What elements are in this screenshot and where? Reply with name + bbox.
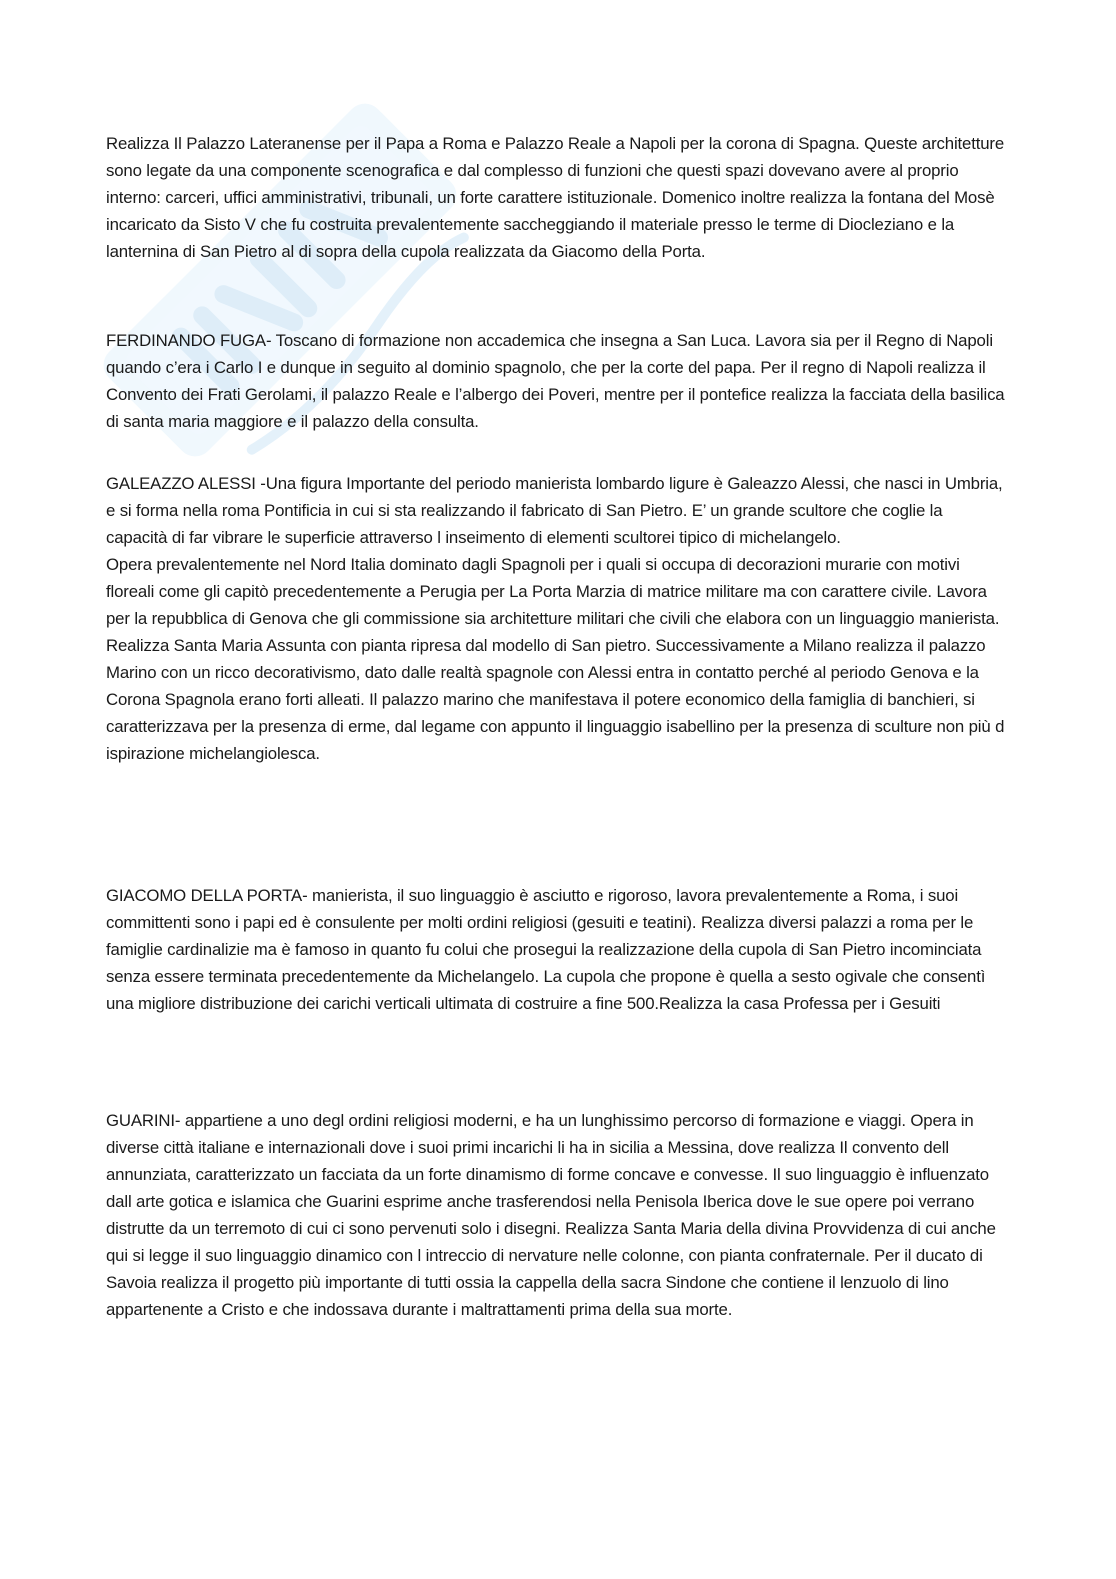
paragraph-guarini — [106, 1107, 1006, 1323]
paragraph-heading: FERDINANDO FUGA- — [106, 331, 272, 350]
paragraph-alessi-opere — [106, 551, 1006, 767]
document-body — [106, 130, 1006, 1323]
paragraph-text: manierista, il suo linguaggio è asciutto e rigoroso, lavora prevalentemente a Roma, i suoi committenti sono i papi ed è consulente per molti ordini religiosi (gesuiti e teatini). Realizza diversi palazzi a roma per le famiglie cardinalizie ma è famoso in quanto fu colui che prosegui la realizzazione della cupola di San Pietro incominciata senza essere terminata precedentemente da Michelangelo. La cupola che propone è quella a sesto ogivale che consentì una migliore distribuzione dei carichi verticali ultimata di costruire a fine 500.Realizza la casa Professa per i Gesuiti — [106, 886, 986, 1013]
paragraph-heading: GALEAZZO ALESSI - — [106, 474, 266, 493]
paragraph-text: appartiene a uno degl ordini religiosi moderni, e ha un lunghissimo percorso di formazione e viaggi. Opera in diverse città italiane e internazionali dove i suoi primi incarichi li ha in sicilia a Messina, dove realizza Il convento dell annunziata, caratterizzato un facciata da un forte dinamismo di forme concave e convesse. Il suo linguaggio è influenzato dall arte gotica e islamica che Guarini esprime anche trasferendosi nella Penisola Iberica dove le sue opere poi verrano distrutte da un terremoto di cui ci sono pervenuti solo i disegni. Realizza Santa Maria della divina Provvidenza di cui anche qui si legge il suo linguaggio dinamico con l intreccio di nervature nelle colonne, con pianta confraternale. Per il ducato di Savoia realizza il progetto più importante di tutti ossia la cappella della sacra Sindone che contiene il lenzuolo di lino appartenente a Cristo e che indossava durante i maltrattamenti prima della sua morte. — [106, 1111, 996, 1319]
paragraph-heading: GUARINI- — [106, 1111, 181, 1130]
paragraph-text: Una figura Importante del periodo manierista lombardo ligure è Galeazzo Alessi, che nasci in Umbria, e si forma nella roma Pontificia in cui si sta realizzando il fabricato di San Pietro. E’ un grande scultore che coglie la capacità di far vibrare le superficie attraverso l inseimento di elementi scultorei tipico di michelangelo. — [106, 474, 1003, 547]
paragraph-giacomo-della-porta — [106, 882, 1006, 1017]
paragraph-text: Opera prevalentemente nel Nord Italia dominato dagli Spagnoli per i quali si occupa di decorazioni murarie con motivi floreali come gli capitò precedentemente a Perugia per La Porta Marzia di matrice militare ma con carattere civile. Lavora per la repubblica di Genova che gli commissione sia architetture militari che civili che elabora con un linguaggio manierista. Realizza Santa Maria Assunta con pianta ripresa dal modello di San pietro. Successivamente a Milano realizza il palazzo Marino con un ricco decorativismo, dato dalle realtà spagnole con Alessi entra in contatto perché al periodo Genova e la Corona Spagnola erano forti alleati. Il palazzo marino che manifestava il potere economico della famiglia di banchieri, si caratterizzava per la presenza di erme, dal legame con appunto il linguaggio isabellino per la presenza di sculture non più d ispirazione michelangiolesca. — [106, 555, 1005, 763]
paragraph-palazzo-lateranense — [106, 130, 1006, 265]
paragraph-heading: GIACOMO DELLA PORTA- — [106, 886, 308, 905]
paragraph-text: Toscano di formazione non accademica che insegna a San Luca. Lavora sia per il Regno di Napoli quando c’era i Carlo I e dunque in seguito al dominio spagnolo, che per la corte del papa. Per il regno di Napoli realizza il Convento dei Frati Gerolami, il palazzo Reale e l’albergo dei Poveri, mentre per il pontefice realizza la facciata della basilica di santa maria maggiore e il palazzo della consulta. — [106, 331, 1005, 431]
paragraph-galeazzo-alessi — [106, 470, 1006, 551]
paragraph-ferdinando-fuga — [106, 327, 1006, 435]
paragraph-text: Realizza Il Palazzo Lateranense per il Papa a Roma e Palazzo Reale a Napoli per la corona di Spagna. Queste architetture sono legate da una componente scenografica e dal complesso di funzioni che questi spazi dovevano avere al proprio interno: carceri, uffici amministrativi, tribunali, un forte carattere istituzionale. Domenico inoltre realizza la fontana del Mosè incaricato da Sisto V che fu costruita prevalentemente saccheggiando il materiale presso le terme di Diocleziano e la lanternina di San Pietro al di sopra della cupola realizzata da Giacomo della Porta. — [106, 134, 1005, 261]
